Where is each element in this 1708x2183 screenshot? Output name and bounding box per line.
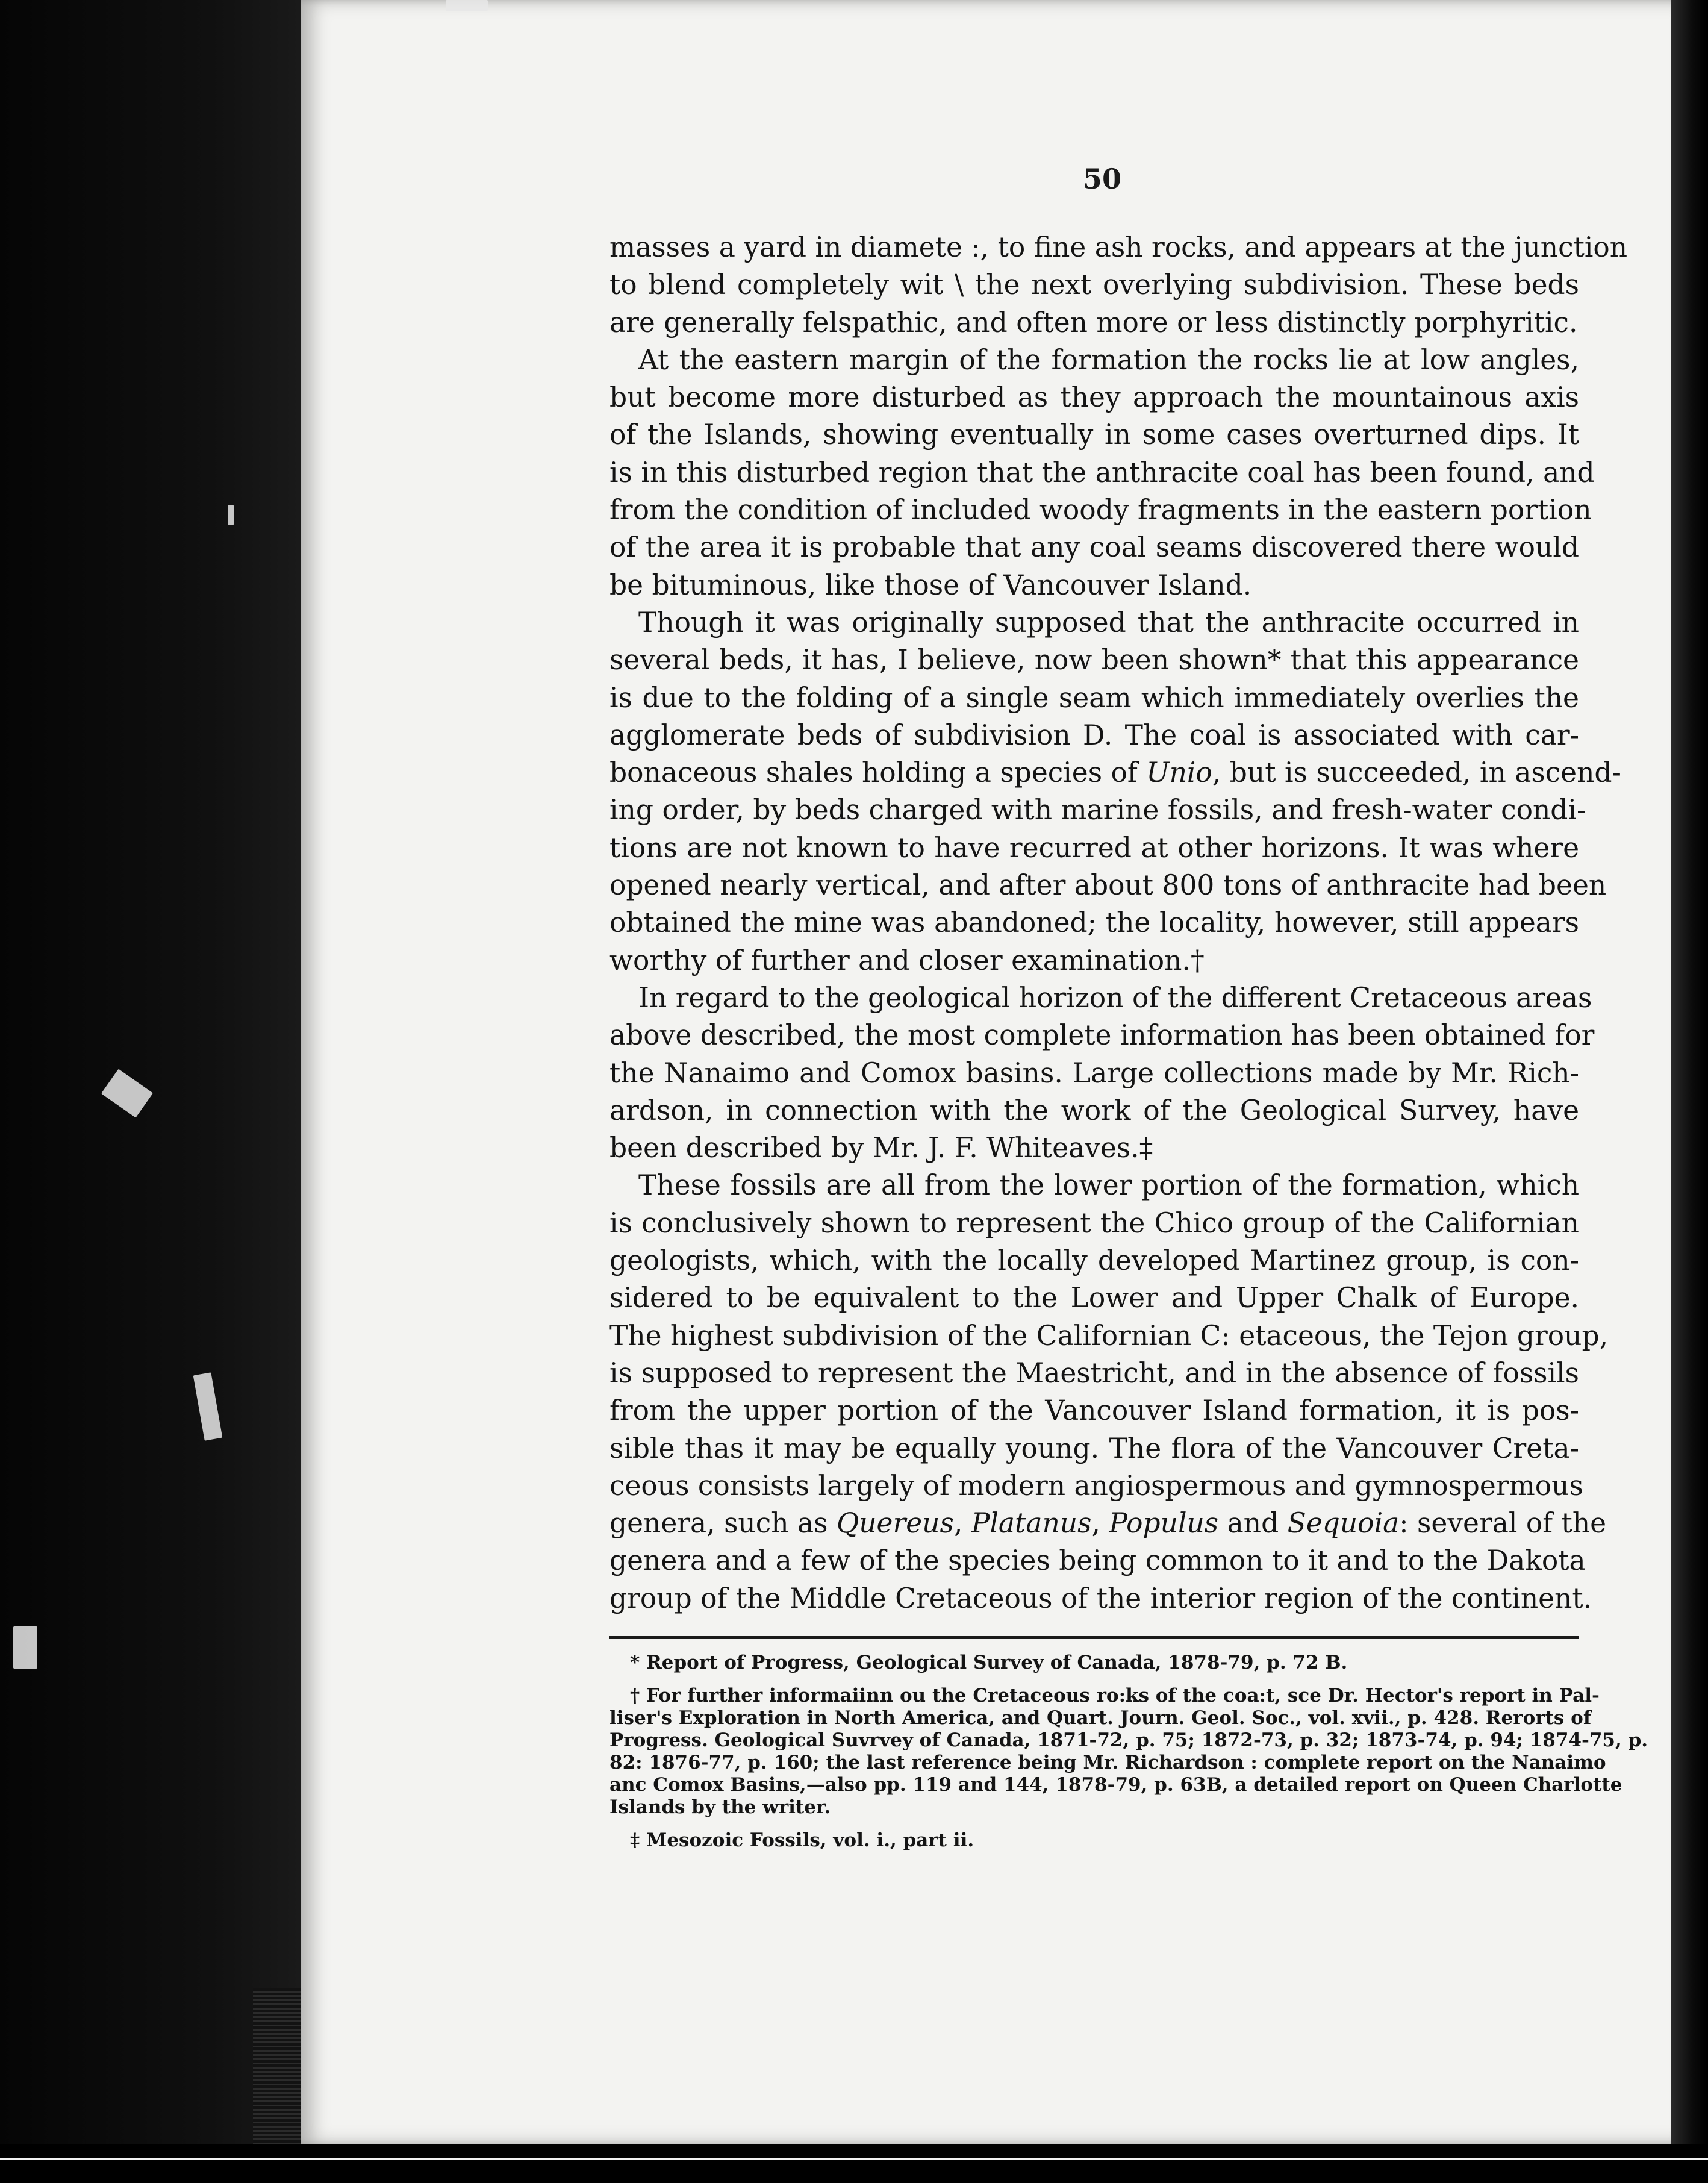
- text-line: is conclusively shown to represent the Chico group of the Californian: [609, 1207, 1579, 1239]
- text-line: obtained the mine was abandoned; the locality, however, still appears: [609, 907, 1579, 939]
- footnote-fn-ddagger: [609, 1829, 1579, 1852]
- text-line: sidered to be equivalent to the Lower and Upper Chalk of Europe.: [609, 1282, 1579, 1314]
- footnote-line: † For further informaiinn ou the Cretaceous ro:ks of the coa:t, sce Dr. Hector's report in Pal-: [630, 1685, 1600, 1707]
- text-line: from the upper portion of the Vancouver Island formation, it is pos-: [609, 1394, 1579, 1427]
- text-line: but become more disturbed as they approach the mountainous axis: [609, 381, 1579, 414]
- text-line: genera, such as Quereus, Platanus, Populus and Sequoia: several of the: [609, 1507, 1607, 1540]
- body-text: [609, 229, 1628, 1617]
- text-line: ardson, in connection with the work of the Geological Survey, have: [609, 1094, 1579, 1126]
- bottom-scan-strip: [0, 2144, 1708, 2183]
- footnote-line: liser's Exploration in North America, and Quart. Journ. Geol. Soc., vol. xvii., p. 428. Rerorts of: [609, 1707, 1592, 1729]
- footnote-line: ‡ Mesozoic Fossils, vol. i., part ii.: [630, 1829, 974, 1851]
- text-line: agglomerate beds of subdivision D. The coal is associated with car-: [609, 719, 1579, 751]
- text-line: masses a yard in diamete :, to fine ash rocks, and appears at the junction: [609, 231, 1628, 263]
- text-line: is in this disturbed region that the anthracite coal has been found, and: [609, 456, 1595, 489]
- page-number: 50: [1082, 163, 1121, 195]
- scan-speck: [446, 0, 488, 11]
- footnote-line: 82: 1876-77, p. 160; the last reference being Mr. Richardson : complete report on the Nanaimo: [609, 1752, 1606, 1773]
- text-line: of the Islands, showing eventually in some cases overturned dips. It: [609, 419, 1579, 451]
- text-line: worthy of further and closer examination.†: [609, 944, 1205, 976]
- text-line: of the area it is probable that any coal seams discovered there would: [609, 531, 1579, 564]
- scan-speck: [13, 1626, 37, 1669]
- scan-speck: [228, 505, 234, 525]
- text-line: the Nanaimo and Comox basins. Large collections made by Mr. Rich-: [609, 1057, 1579, 1089]
- text-line: genera and a few of the species being common to it and to the Dakota: [609, 1544, 1586, 1577]
- footnote-fn-dagger: [609, 1685, 1648, 1819]
- text-line: The highest subdivision of the Californian C: etaceous, the Tejon group,: [609, 1319, 1609, 1352]
- footnote-line: * Report of Progress, Geological Survey of Canada, 1878-79, p. 72 B.: [630, 1652, 1348, 1673]
- text-line: These fossils are all from the lower portion of the formation, which: [638, 1169, 1579, 1202]
- text-line: to blend completely wit \ the next overlying subdivision. These beds: [609, 269, 1579, 301]
- text-line: opened nearly vertical, and after about 800 tons of anthracite had been: [609, 869, 1607, 902]
- text-line: At the eastern margin of the formation the rocks lie at low angles,: [638, 343, 1579, 376]
- bottom-scan-rule: [0, 2158, 1708, 2160]
- text-line: is due to the folding of a single seam which immediately overlies the: [609, 681, 1579, 714]
- text-line: bonaceous shales holding a species of Unio, but is succeeded, in ascend-: [609, 757, 1621, 789]
- text-line: geologists, which, with the locally developed Martinez group, is con-: [609, 1245, 1579, 1277]
- page-edge-right: [1671, 0, 1708, 2183]
- text-line: Though it was originally supposed that the anthracite occurred in: [638, 606, 1579, 639]
- text-line: above described, the most complete information has been obtained for: [609, 1019, 1595, 1052]
- text-line: ing order, by beds charged with marine fossils, and fresh-water condi-: [609, 794, 1586, 826]
- text-line: sible thas it may be equally young. The flora of the Vancouver Creta-: [609, 1432, 1579, 1464]
- text-line: group of the Middle Cretaceous of the interior region of the continent.: [609, 1582, 1592, 1614]
- text-line: is supposed to represent the Maestricht, and in the absence of fossils: [609, 1357, 1579, 1389]
- text-line: from the condition of included woody fragments in the eastern portion: [609, 494, 1592, 526]
- footnote-fn-star: [609, 1652, 1579, 1674]
- text-line: are generally felspathic, and often more or less distinctly porphyritic.: [609, 306, 1578, 339]
- footnote-line: anc Comox Basins,—also pp. 119 and 144, 1878-79, p. 63B, a detailed report on Queen Charlotte: [609, 1774, 1622, 1796]
- footnotes: [609, 1652, 1648, 1863]
- footnote-line: Islands by the writer.: [609, 1796, 831, 1818]
- text-line: several beds, it has, I believe, now been shown* that this appearance: [609, 644, 1579, 676]
- text-line: been described by Mr. J. F. Whiteaves.‡: [609, 1132, 1153, 1164]
- text-line: ceous consists largely of modern angiospermous and gymnospermous: [609, 1469, 1583, 1502]
- text-line: In regard to the geological horizon of the different Cretaceous areas: [638, 981, 1592, 1014]
- footnote-line: Progress. Geological Suvrvey of Canada, 1871-72, p. 75; 1872-73, p. 32; 1873-74, p. 94; 1874-75, p.: [609, 1729, 1648, 1751]
- footnote-separator: [609, 1636, 1579, 1639]
- text-line: tions are not known to have recurred at other horizons. It was where: [609, 831, 1579, 864]
- text-line: be bituminous, like those of Vancouver Island.: [609, 569, 1252, 601]
